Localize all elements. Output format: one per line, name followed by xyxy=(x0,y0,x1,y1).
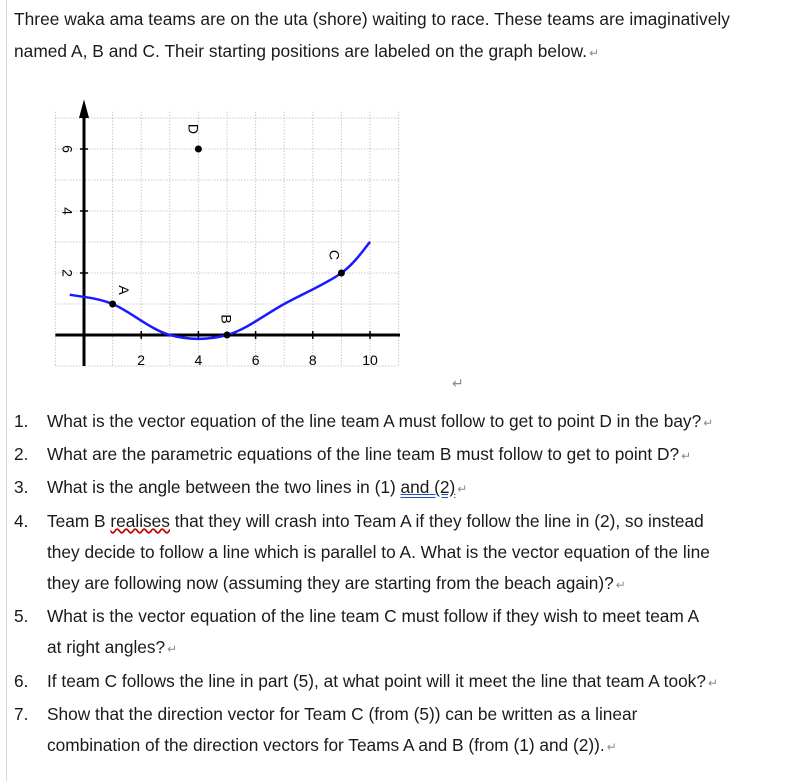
y-tick-label: 4 xyxy=(59,207,76,215)
question-number: 3. xyxy=(14,477,29,498)
return-mark-icon: ↵ xyxy=(707,675,718,690)
x-tick-label: 10 xyxy=(362,352,378,368)
question-line xyxy=(47,568,808,601)
y-tick-label: 6 xyxy=(59,145,76,153)
point-b xyxy=(224,332,231,339)
shoreline-curve xyxy=(70,242,370,339)
intro-line-2 xyxy=(14,35,804,69)
question-7 xyxy=(14,699,808,763)
question-number: 1. xyxy=(14,411,29,431)
question-number: 2. xyxy=(14,444,29,465)
question-number: 4. xyxy=(14,510,29,531)
point-a xyxy=(109,301,116,308)
question-number: 6. xyxy=(14,670,29,691)
question-text: combination of the direction vectors for Teams A and B (from (1) and (2)). xyxy=(47,735,605,756)
question-line xyxy=(47,730,808,763)
return-mark-icon: ↵ xyxy=(606,740,617,755)
start-position-graph xyxy=(40,95,400,385)
intro-line-1: Three waka ama teams are on the uta (shore) waiting to race. These teams are imaginatively xyxy=(14,9,730,29)
point-c xyxy=(338,270,345,277)
question-line xyxy=(47,506,808,537)
question-text: at right angles? xyxy=(47,637,166,658)
point-label-d: D xyxy=(185,123,202,135)
question-number: 5. xyxy=(14,606,29,627)
return-mark-icon: ↵ xyxy=(703,416,714,430)
page-margin-edge xyxy=(0,0,7,781)
question-5 xyxy=(14,601,808,665)
return-mark-icon: ↵ xyxy=(681,449,692,464)
question-3 xyxy=(14,472,808,505)
question-line: What is the vector equation of the line team C must follow if they wish to meet team A xyxy=(47,606,700,627)
return-mark-icon: ↵ xyxy=(452,375,464,391)
question-text: What is the vector equation of the line team A must follow to get to point D in the bay? xyxy=(47,411,702,431)
x-tick-label: 8 xyxy=(308,352,317,368)
question-text: What are the parametric equations of the line team B must follow to get to point D? xyxy=(47,444,680,465)
spelling-flag: realises xyxy=(110,510,170,531)
question-4 xyxy=(14,506,808,602)
intro-paragraph xyxy=(14,3,804,69)
return-mark-icon: ↵ xyxy=(457,482,468,497)
grammar-flag: and (2) xyxy=(400,477,456,498)
point-label-a: A xyxy=(115,285,132,295)
question-list xyxy=(14,406,808,763)
question-1 xyxy=(14,406,808,439)
return-mark-icon: ↵ xyxy=(589,46,600,60)
return-mark-icon: ↵ xyxy=(167,642,178,657)
return-mark-icon: ↵ xyxy=(615,578,626,593)
question-line: Show that the direction vector for Team C (from (5)) can be written as a linear xyxy=(47,703,638,724)
question-line: they decide to follow a line which is parallel to A. What is the vector equation of the line xyxy=(47,541,710,562)
question-text: that they will crash into Team A if they follow the line in (2), so instead xyxy=(169,510,704,531)
question-number: 7. xyxy=(14,703,29,724)
question-2 xyxy=(14,439,808,472)
y-tick-label: 2 xyxy=(59,269,76,277)
intro-line-2-text: named A, B and C. Their starting positions are labeled on the graph below. xyxy=(14,41,588,61)
question-line xyxy=(47,632,808,665)
point-label-b: B xyxy=(218,314,235,324)
question-6 xyxy=(14,666,808,699)
x-tick-label: 4 xyxy=(194,352,203,368)
x-tick-label: 2 xyxy=(137,352,146,368)
question-text: What is the angle between the two lines in (1) xyxy=(47,477,401,498)
point-label-c: C xyxy=(326,249,343,261)
question-text: If team C follows the line in part (5), at what point will it meet the line that team A took? xyxy=(47,670,706,691)
point-d xyxy=(195,146,202,153)
question-text: Team B xyxy=(47,510,111,531)
x-tick-label: 6 xyxy=(251,352,260,368)
question-text: they are following now (assuming they are starting from the beach again)? xyxy=(47,573,614,594)
y-axis-arrow xyxy=(79,99,89,118)
